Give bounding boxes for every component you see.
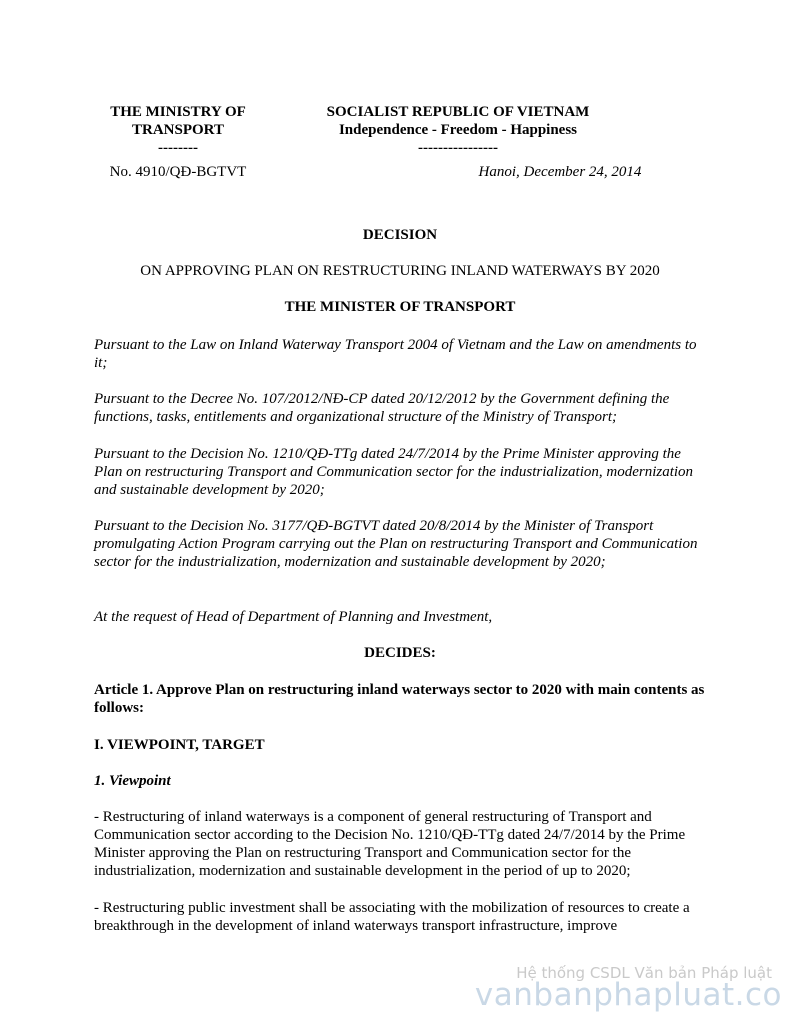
issuer-line-2: TRANSPORT (132, 122, 224, 138)
decides-heading: DECIDES: (364, 645, 436, 661)
document-type-heading: DECISION (362, 227, 438, 243)
section-heading: I. VIEWPOINT, TARGET (94, 737, 265, 753)
subsection-heading: 1. Viewpoint (94, 773, 171, 789)
motto-separator: ---------------- (418, 140, 498, 156)
article-1: Article 1. Approve Plan on restructuring inland waterways sector to 2020 with main contents as follows: (94, 682, 705, 716)
document-subject: ON APPROVING PLAN ON RESTRUCTURING INLAND WATERWAYS BY 2020 (140, 263, 660, 279)
body-paragraph: - Restructuring of inland waterways is a component of general restructuring of Transport and Communication sector according to the Decision No. 1210/QĐ-TTg dated 24/7/2014 by the Prime Minister approving the Plan on restructuring Transport and Communication sector for the industrialization, modernization and sustainable development in the period of up to 2020; (94, 809, 686, 879)
issuer-title: THE MINISTER OF TRANSPORT (284, 299, 516, 315)
country-name: SOCIALIST REPUBLIC OF VIETNAM (326, 104, 590, 120)
issuer-line-1: THE MINISTRY OF (110, 104, 246, 120)
preamble-paragraph: Pursuant to the Law on Inland Waterway Transport 2004 of Vietnam and the Law on amendments to it; (94, 337, 697, 371)
preamble-paragraph: At the request of Head of Department of Planning and Investment, (94, 609, 493, 625)
national-motto-block (298, 103, 618, 157)
preamble-paragraph: Pursuant to the Decision No. 1210/QĐ-TTg dated 24/7/2014 by the Prime Minister approving the Plan on restructuring Transport and Communication sector for the industrialization, modernization and sustainable development by 2020; (94, 446, 694, 498)
watermark-line-1: Hệ thống CSDL Văn bản Pháp luật (516, 964, 772, 982)
document-date: Hanoi, December 24, 2014 (478, 164, 642, 180)
issuer-separator: -------- (158, 140, 198, 156)
watermark-site: vanbanphapluat.co (474, 977, 782, 1013)
body-paragraph: - Restructuring public investment shall be associating with the mobilization of resources to create a breakthrough in the development of inland waterways transport infrastructure, improve (94, 900, 690, 934)
document-number: No. 4910/QĐ-BGTVT (109, 164, 247, 180)
issuer-block (78, 103, 278, 157)
motto: Independence - Freedom - Happiness (338, 122, 578, 138)
preamble-paragraph: Pursuant to the Decision No. 3177/QĐ-BGTVT dated 20/8/2014 by the Minister of Transport promulgating Action Program carrying out the Plan on restructuring Transport and Communication sector for the industrialization, modernization and sustainable development by 2020; (94, 518, 698, 570)
preamble-paragraph: Pursuant to the Decree No. 107/2012/NĐ-CP dated 20/12/2012 by the Government defining the functions, tasks, entitlements and organizational structure of the Ministry of Transport; (94, 391, 670, 425)
